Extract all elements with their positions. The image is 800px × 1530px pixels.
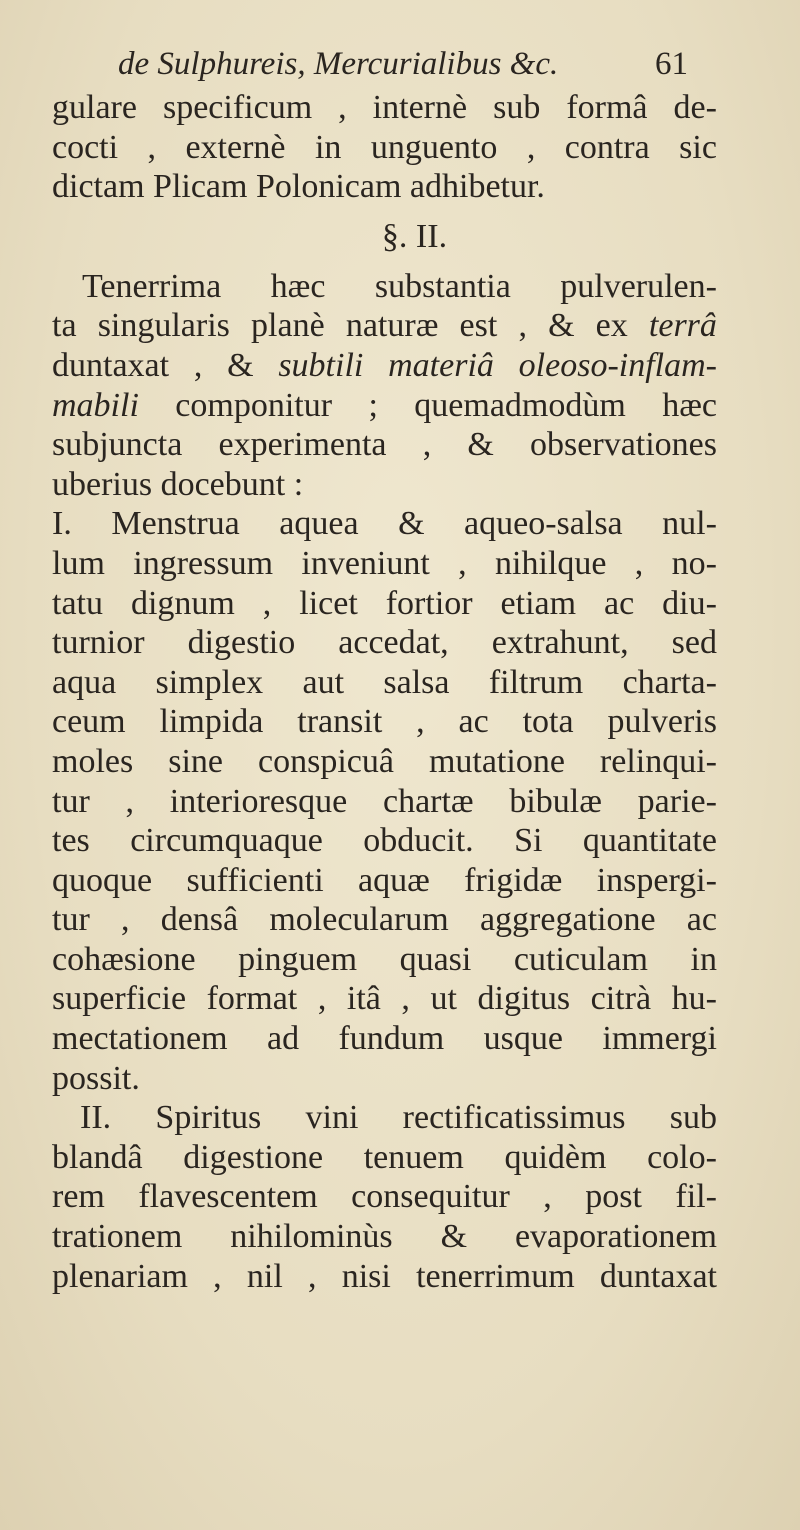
- word: molecularum: [269, 901, 449, 939]
- text-line: [52, 821, 717, 861]
- word: :: [293, 465, 304, 503]
- word: nisi: [341, 1257, 391, 1295]
- word: format: [206, 980, 298, 1018]
- word: ,: [338, 89, 347, 126]
- word: ex: [595, 307, 628, 345]
- word: specificum: [162, 89, 313, 126]
- word: externè: [185, 128, 286, 166]
- word: hu-: [671, 980, 717, 1018]
- word: lum: [52, 544, 105, 582]
- word: quoque: [52, 861, 153, 899]
- text-line: [52, 861, 717, 901]
- word: no-: [671, 544, 717, 582]
- text-line: [52, 900, 717, 940]
- word: nihilominùs: [230, 1218, 393, 1256]
- word: ,: [422, 426, 432, 464]
- word: nihilque: [495, 544, 607, 582]
- word: ac: [604, 584, 635, 622]
- word: ,: [401, 980, 410, 1018]
- text-line: [52, 386, 717, 426]
- text-line: [52, 584, 717, 624]
- word: quidèm: [504, 1138, 607, 1176]
- word: &: [467, 426, 494, 464]
- paragraph-intro: [52, 267, 717, 505]
- word: ,: [518, 307, 527, 345]
- word: tur: [52, 782, 90, 820]
- numbered-item-one: [52, 504, 717, 1098]
- word: duntaxat: [52, 346, 170, 384]
- word: de-: [673, 89, 717, 126]
- text-line: [52, 1138, 717, 1178]
- text-line: [52, 128, 717, 168]
- word: citrà: [590, 980, 652, 1018]
- word: ac: [458, 703, 489, 741]
- word: consequitur: [351, 1178, 510, 1216]
- word: fil-: [675, 1178, 717, 1216]
- text-line: [52, 1217, 717, 1257]
- word: dignum: [130, 584, 235, 622]
- word: salsa: [383, 663, 450, 701]
- word: obducit.: [363, 822, 474, 860]
- word: aquea: [279, 505, 359, 543]
- word: internè: [372, 89, 468, 126]
- text-line: [52, 663, 717, 703]
- word: Menstrua: [111, 505, 240, 543]
- word: sub: [493, 89, 541, 126]
- word: ,: [121, 901, 130, 939]
- word: tenerrimum: [416, 1257, 575, 1295]
- text-line: [52, 346, 717, 386]
- word: sic: [679, 128, 717, 166]
- word: tota: [522, 703, 574, 741]
- word: blandâ: [52, 1138, 143, 1176]
- word: aqueo-salsa: [464, 505, 623, 543]
- word: gulare: [52, 89, 137, 126]
- word: inspergi-: [596, 861, 717, 899]
- word: ,: [262, 584, 272, 622]
- word: singularis: [97, 307, 230, 345]
- word: sub: [669, 1099, 717, 1137]
- word: Polonicam: [255, 168, 402, 206]
- word: interioresque: [169, 782, 348, 820]
- word: immergi: [602, 1020, 717, 1058]
- word: substantia: [374, 267, 511, 305]
- word: colo-: [647, 1138, 717, 1176]
- word: simplex: [155, 663, 264, 701]
- text-line: [52, 267, 717, 307]
- word: possit.: [52, 1059, 140, 1097]
- word: duntaxat: [599, 1257, 717, 1295]
- word: mectationem: [52, 1020, 228, 1058]
- paragraph-continuation: [52, 88, 717, 207]
- word: quasi: [399, 940, 472, 978]
- word: ad: [267, 1020, 300, 1058]
- word: ,: [147, 128, 157, 166]
- text-line: [52, 702, 717, 742]
- word: limpida: [159, 703, 264, 741]
- word: docebunt: [160, 465, 286, 503]
- word: tatu: [52, 584, 103, 622]
- text-line: [52, 544, 717, 584]
- word: in: [314, 128, 342, 166]
- word: contra: [564, 128, 650, 166]
- word: accedat,: [338, 624, 449, 662]
- word: II.: [80, 1099, 112, 1137]
- word: extrahunt,: [491, 624, 629, 662]
- word: mutatione: [428, 742, 565, 780]
- word: est: [459, 307, 498, 345]
- word: vini: [305, 1099, 359, 1137]
- word: moles: [52, 742, 134, 780]
- word: digestione: [183, 1138, 324, 1176]
- word: ,: [308, 1257, 317, 1295]
- word: &: [398, 505, 425, 543]
- word: aquæ: [358, 861, 430, 899]
- word: sine: [168, 742, 223, 780]
- word: ingressum: [133, 544, 274, 582]
- text-line: [52, 425, 717, 465]
- word: flavescentem: [138, 1178, 318, 1216]
- word: tenuem: [363, 1138, 464, 1176]
- word: aut: [302, 663, 345, 701]
- word: quantitate: [582, 822, 717, 860]
- word: subjuncta: [52, 426, 183, 464]
- word: nil: [246, 1257, 283, 1295]
- text-line: [52, 1059, 717, 1099]
- italic-word: mabili: [52, 386, 139, 424]
- page-number: 61: [655, 46, 688, 82]
- word: evaporationem: [514, 1218, 717, 1256]
- text-line: [52, 88, 717, 128]
- word: naturæ: [345, 307, 439, 345]
- word: relinqui-: [599, 742, 717, 780]
- word: ,: [458, 544, 467, 582]
- word: planè: [251, 307, 325, 345]
- word: ,: [543, 1178, 552, 1216]
- word: trationem: [52, 1218, 183, 1256]
- word: fundum: [338, 1020, 445, 1058]
- word: aggregatione: [479, 901, 656, 939]
- italic-word: oleoso-inflam-: [518, 346, 717, 384]
- word: licet: [299, 584, 358, 622]
- word: Spiritus: [155, 1099, 262, 1137]
- word: observationes: [530, 426, 717, 464]
- word: &: [227, 346, 254, 384]
- word: formâ: [566, 89, 648, 126]
- word: etiam: [500, 584, 577, 622]
- word: ceum: [52, 703, 126, 741]
- text-line: [52, 742, 717, 782]
- word: parie-: [637, 782, 717, 820]
- word: circumquaque: [130, 822, 323, 860]
- running-head: [118, 44, 688, 84]
- italic-word: subtili: [278, 346, 364, 384]
- text-line: [52, 623, 717, 663]
- word: hæc: [270, 267, 326, 305]
- text-line: [52, 1098, 717, 1138]
- word: experimenta: [218, 426, 387, 464]
- word: pinguem: [238, 940, 358, 978]
- word: &: [440, 1218, 468, 1256]
- word: digestio: [187, 624, 296, 662]
- word: dictam: [52, 168, 145, 206]
- word: inveniunt: [301, 544, 430, 582]
- word: cuticulam: [513, 940, 648, 978]
- word: uberius: [52, 465, 153, 503]
- word: filtrum: [488, 663, 584, 701]
- italic-word: terrâ: [648, 307, 717, 345]
- word: I.: [52, 505, 72, 543]
- numbered-item-two: [52, 1098, 717, 1296]
- word: componitur: [175, 386, 333, 424]
- word: cohæsione: [52, 940, 196, 978]
- word: quemadmodùm: [414, 386, 626, 424]
- text-line: [52, 1257, 717, 1297]
- running-head-title: de Sulphureis, Mercurialibus &c.: [118, 46, 559, 82]
- word: turnior: [52, 624, 145, 662]
- word: cocti: [52, 128, 119, 166]
- word: post: [585, 1178, 642, 1216]
- word: Tenerrima: [82, 267, 222, 305]
- word: ,: [125, 782, 135, 820]
- word: ,: [416, 703, 425, 741]
- word: rem: [52, 1178, 105, 1216]
- text-line: [52, 306, 717, 346]
- word: ta: [52, 307, 77, 345]
- word: plenariam: [52, 1257, 188, 1295]
- word: aqua: [52, 663, 117, 701]
- word: usque: [483, 1020, 563, 1058]
- word: adhibetur.: [409, 168, 545, 206]
- word: pulveris: [607, 703, 717, 741]
- word: hæc: [662, 386, 717, 424]
- word: charta-: [622, 663, 717, 701]
- word: in: [690, 940, 717, 978]
- word: fortior: [385, 584, 473, 622]
- word: transit: [297, 703, 383, 741]
- word: digitus: [477, 980, 571, 1018]
- text-line: [52, 1019, 717, 1059]
- word: ,: [634, 544, 644, 582]
- word: sed: [671, 624, 717, 662]
- word: ;: [368, 386, 378, 424]
- text-line: [52, 979, 717, 1019]
- word: densâ: [160, 901, 239, 939]
- word: ,: [526, 128, 536, 166]
- word: chartæ: [382, 782, 474, 820]
- word: tes: [52, 822, 90, 860]
- section-heading: §. II.: [381, 217, 448, 255]
- text-line: [52, 940, 717, 980]
- word: Plicam: [153, 168, 248, 206]
- word: tur: [52, 901, 90, 939]
- word: bibulæ: [509, 782, 602, 820]
- word: Si: [514, 822, 543, 860]
- word: ut: [430, 980, 457, 1018]
- word: superficie: [52, 980, 187, 1018]
- text-line: [52, 167, 717, 207]
- word: sufficienti: [186, 861, 324, 899]
- word: nul-: [662, 505, 717, 543]
- word: ,: [193, 346, 203, 384]
- text-line: [52, 465, 717, 505]
- text-line: [52, 782, 717, 822]
- word: pulverulen-: [560, 267, 717, 305]
- word: unguento: [370, 128, 498, 166]
- word: frigidæ: [464, 861, 563, 899]
- italic-word: materiâ: [388, 346, 494, 384]
- word: ,: [317, 980, 327, 1018]
- text-line: [52, 1177, 717, 1217]
- word: ac: [686, 901, 717, 939]
- word: rectificatissimus: [402, 1099, 626, 1137]
- word: ,: [213, 1257, 222, 1295]
- word: diu-: [662, 584, 717, 622]
- body-text: [52, 88, 717, 1296]
- word: conspicuâ: [258, 742, 394, 780]
- text-line: [52, 504, 717, 544]
- word: itâ: [346, 980, 381, 1018]
- word: &: [548, 307, 575, 345]
